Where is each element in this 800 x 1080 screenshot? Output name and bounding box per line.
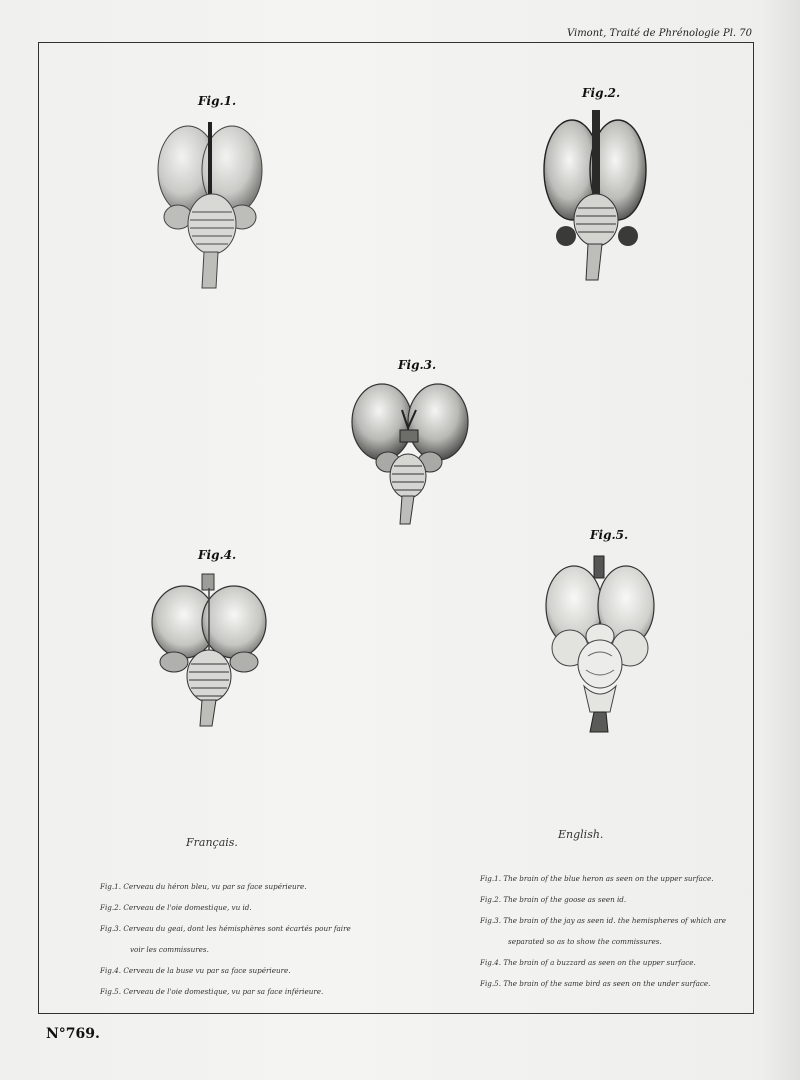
fig-4-brain-illustration bbox=[150, 572, 268, 728]
francais-caption-line: Fig.5. Cerveau de l'oie domestique, vu par sa face inférieure. bbox=[100, 987, 324, 996]
plate-number: N°769. bbox=[46, 1026, 100, 1042]
english-caption-line: Fig.5. The brain of the same bird as seen on the under surface. bbox=[480, 979, 711, 988]
francais-caption-title: Français. bbox=[186, 836, 238, 849]
english-caption-line: Fig.1. The brain of the blue heron as seen on the upper surface. bbox=[480, 874, 714, 883]
page-edge-shadow bbox=[760, 0, 800, 1080]
fig-5-label: Fig.5. bbox=[590, 528, 629, 542]
francais-caption-list bbox=[100, 876, 351, 1002]
francais-caption-line: voir les commissures. bbox=[130, 945, 209, 954]
plate-header: Vimont, Traité de Phrénologie Pl. 70 bbox=[566, 28, 752, 39]
fig-5-brain-illustration bbox=[544, 552, 656, 736]
english-caption-line: Fig.2. The brain of the goose as seen id. bbox=[480, 895, 627, 904]
fig-3-label: Fig.3. bbox=[398, 358, 437, 372]
fig-2-brain-illustration bbox=[540, 108, 650, 284]
english-caption-line: separated so as to show the commissures. bbox=[508, 937, 662, 946]
francais-caption-line: Fig.1. Cerveau du héron bleu, vu par sa face supérieure. bbox=[100, 882, 307, 891]
francais-caption-line: Fig.3. Cerveau du geai, dont les hémisphères sont écartés pour faire bbox=[100, 924, 351, 933]
fig-1-label: Fig.1. bbox=[198, 94, 237, 108]
fig-2-label: Fig.2. bbox=[582, 86, 621, 100]
english-caption-line: Fig.3. The brain of the jay as seen id. the hemispheres of which are bbox=[480, 916, 726, 925]
english-caption-title: English. bbox=[558, 828, 604, 841]
francais-caption-line: Fig.4. Cerveau de la buse vu par sa face supérieure. bbox=[100, 966, 291, 975]
francais-caption-line: Fig.2. Cerveau de l'oie domestique, vu id. bbox=[100, 903, 252, 912]
english-caption-line: Fig.4. The brain of a buzzard as seen on the upper surface. bbox=[480, 958, 696, 967]
english-caption-list bbox=[480, 868, 726, 994]
fig-3-brain-illustration bbox=[348, 380, 470, 528]
fig-1-brain-illustration bbox=[150, 112, 270, 292]
fig-4-label: Fig.4. bbox=[198, 548, 237, 562]
